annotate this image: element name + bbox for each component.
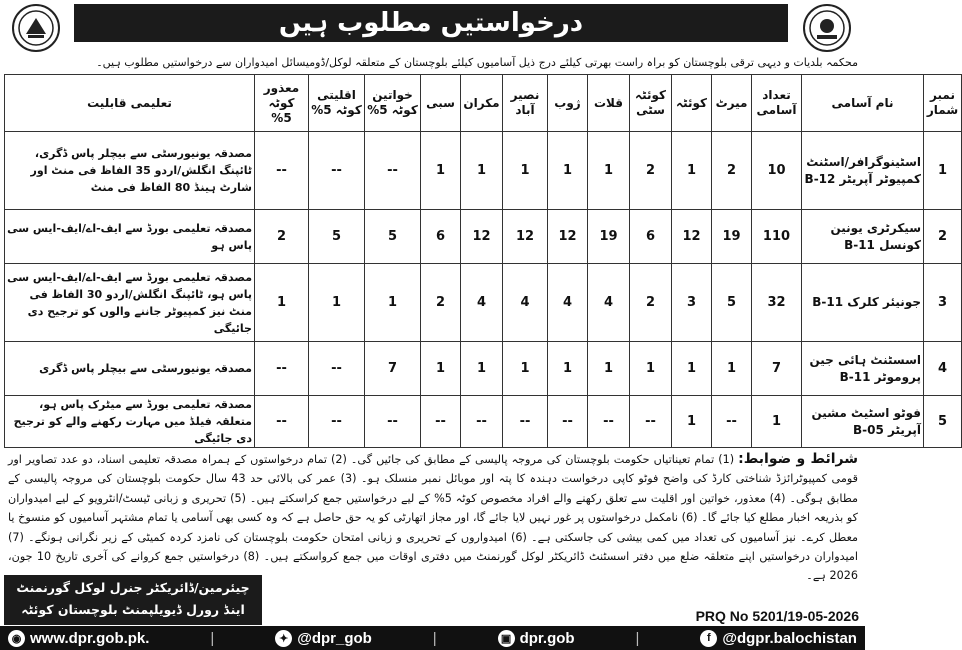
table-cell: --: [309, 342, 365, 396]
table-cell: 6: [630, 210, 672, 264]
divider: |: [635, 629, 640, 647]
footer-bar: [0, 626, 865, 650]
table-cell: 7: [752, 342, 802, 396]
table-cell: 1: [461, 132, 503, 210]
table-cell: 4: [503, 264, 548, 342]
table-header-row: [5, 75, 962, 132]
table-cell: 19: [588, 210, 630, 264]
row-number: 2: [924, 210, 962, 264]
table-cell: 1: [503, 132, 548, 210]
globe-icon: ◉: [8, 630, 25, 647]
table-cell: --: [461, 396, 503, 448]
table-cell: 4: [461, 264, 503, 342]
table-cell: 1: [461, 342, 503, 396]
table-cell: 2: [421, 264, 461, 342]
table-row: [5, 396, 962, 448]
twitter-link[interactable]: [275, 630, 372, 647]
emblem-icon: [14, 6, 58, 50]
table-cell: 1: [672, 396, 712, 448]
column-header: اقلیتی کوٹہ 5%: [309, 75, 365, 132]
table-cell: 5: [309, 210, 365, 264]
column-header: نام آسامی: [802, 75, 924, 132]
qualification-cell: مصدقہ تعلیمی بورڈ سے میٹرک پاس ہو، متعلقہ فیلڈ میں مہارت رکھنے والے کو ترجیح دی جائیگی: [5, 396, 255, 448]
qualification-cell: مصدقہ تعلیمی بورڈ سے ایف-اے/ایف-ایس سی پاس ہو، ٹائپنگ انگلش/اردو 30 الفاظ فی منٹ نیز کمپیوٹر جاننے والوں کو ترجیح دی جائیگی: [5, 264, 255, 342]
table-row: [5, 210, 962, 264]
table-cell: 12: [672, 210, 712, 264]
signature-line-1: چیئرمین/ڈائریکٹر جنرل لوکل گورنمنٹ: [16, 580, 250, 595]
table-cell: 1: [548, 132, 588, 210]
instagram-icon: ▣: [498, 630, 515, 647]
seal-icon: [805, 6, 849, 50]
table-cell: --: [421, 396, 461, 448]
table-cell: 7: [365, 342, 421, 396]
table-cell: --: [309, 396, 365, 448]
table-cell: 5: [712, 264, 752, 342]
table-cell: --: [309, 132, 365, 210]
table-cell: --: [548, 396, 588, 448]
table-cell: 1: [588, 342, 630, 396]
table-row: [5, 342, 962, 396]
table-cell: 1: [365, 264, 421, 342]
table-cell: 12: [461, 210, 503, 264]
page-title: درخواستیں مطلوب ہیں: [74, 4, 788, 42]
table-cell: 2: [630, 132, 672, 210]
table-cell: 10: [752, 132, 802, 210]
table-cell: 6: [421, 210, 461, 264]
facebook-icon: f: [700, 630, 717, 647]
website-link[interactable]: [8, 630, 149, 647]
table-row: [5, 132, 962, 210]
table-cell: --: [255, 396, 309, 448]
instagram-link[interactable]: [498, 630, 575, 647]
table-cell: --: [503, 396, 548, 448]
table-cell: 1: [630, 342, 672, 396]
facebook-link[interactable]: [700, 630, 857, 647]
row-number: 3: [924, 264, 962, 342]
table-cell: 12: [503, 210, 548, 264]
row-number: 4: [924, 342, 962, 396]
terms-heading: شرائط و ضوابط:: [738, 451, 858, 467]
signature-line-2: اینڈ رورل ڈیویلپمنٹ بلوچستان کوئٹہ: [21, 602, 245, 617]
twitter-icon: ✦: [275, 630, 292, 647]
post-name: اسسٹنٹ ہائی جین پروموٹر B-11: [802, 342, 924, 396]
website-text: www.dpr.gob.pk.: [30, 629, 150, 647]
table-cell: 2: [630, 264, 672, 342]
table-cell: 1: [503, 342, 548, 396]
table-cell: 110: [752, 210, 802, 264]
column-header: ژوب: [548, 75, 588, 132]
post-name: سیکرٹری یونین کونسل B-11: [802, 210, 924, 264]
divider: |: [432, 629, 437, 647]
column-header: کوئٹہ: [672, 75, 712, 132]
table-cell: 1: [548, 342, 588, 396]
table-row: [5, 264, 962, 342]
column-header: نصیر آباد: [503, 75, 548, 132]
table-cell: 4: [588, 264, 630, 342]
table-cell: 1: [752, 396, 802, 448]
table-cell: --: [365, 132, 421, 210]
intro-text: محکمہ بلدیات و دیہی ترقی بلوچستان کو براہ راست بھرتی کیلئے درج ذیل آسامیوں کیلئے بلوچستان کے متعلقہ لوکل/ڈومیسائل امیدواران سے درخواستیں مطلوب ہیں۔: [96, 56, 858, 69]
table-cell: --: [588, 396, 630, 448]
column-header: نمبر شمار: [924, 75, 962, 132]
table-cell: --: [365, 396, 421, 448]
table-cell: 4: [548, 264, 588, 342]
row-number: 5: [924, 396, 962, 448]
qualification-cell: مصدقہ تعلیمی بورڈ سے ایف-اے/ایف-ایس سی پاس ہو: [5, 210, 255, 264]
column-header: قلات: [588, 75, 630, 132]
dgpr-logo: [803, 4, 851, 52]
table-cell: 1: [255, 264, 309, 342]
qualification-cell: مصدقہ یونیورسٹی سے بیچلر پاس ڈگری، ٹائپنگ انگلش/اردو 35 الفاظ فی منٹ اور شارٹ ہینڈ 80 الفاظ فی منٹ: [5, 132, 255, 210]
post-name: فوٹو اسٹیٹ مشین آپریٹر B-05: [802, 396, 924, 448]
column-header: تعلیمی قابلیت: [5, 75, 255, 132]
column-header: مکران: [461, 75, 503, 132]
table-cell: 1: [672, 132, 712, 210]
header: [0, 0, 865, 56]
post-name: اسٹینوگرافر/اسٹنٹ کمپیوٹر آپریٹر B-12: [802, 132, 924, 210]
balochistan-emblem-logo: [12, 4, 60, 52]
column-header: خواتین کوٹہ 5%: [365, 75, 421, 132]
table-cell: 12: [548, 210, 588, 264]
post-name: جونیئر کلرک B-11: [802, 264, 924, 342]
divider: |: [210, 629, 215, 647]
table-cell: 1: [309, 264, 365, 342]
prq-number: PRQ No 5201/19-05-2026: [695, 608, 859, 624]
table-cell: 5: [365, 210, 421, 264]
signature-block: [4, 575, 262, 625]
column-header: سبی: [421, 75, 461, 132]
table-cell: --: [255, 342, 309, 396]
instagram-text: dpr.gob: [519, 629, 575, 647]
qualification-cell: مصدقہ یونیورسٹی سے بیچلر پاس ڈگری: [5, 342, 255, 396]
terms-body: (1) تمام تعیناتیاں حکومت بلوچستان کی مروجہ پالیسی کے مطابق کی جائیں گی۔ (2) تمام درخواستوں کے ہمراہ مصدقہ تعلیمی اسناد، دو عدد تصاویر اور قومی کمپیوٹرائزڈ شناختی کارڈ کی واضح فوٹو کاپی درخواست دہندہ کا پتہ اور موبائل نمبر منسلک ہو۔ (3) عمر کی بالائی حد 43 سال حکومت بلوچستان کی مروجہ پالیسی کے مطابق ہوگی۔ (4) معذور، خواتین اور اقلیت سے تعلق رکھنے والے افراد مخصوص کوٹہ 5% کے لیے درخواستیں جمع کراسکتے ہیں۔ (5) تحریری و زبانی ٹیسٹ/انٹرویو کے لیے امیدواران کو بذریعہ اخبار مطلع کیا جائے گا۔ (6) نامکمل درخواستوں پر غور نہیں لایا جائے گا، اور مجاز اتھارٹی کو یہ حق حاصل ہے کہ وہ کسی بھی آسامی یا تمام مشتہر آسامیوں کو منسوخ یا معطل کرے۔ نیز آسامیوں کی تعداد میں کمی بیشی کی جاسکتی ہے۔ (6) امیدواروں کے تحریری و زبانی امتحان حکومت بلوچستان کی نامزد کردہ کمیٹی کے زیر نگرانی ہونگے۔ (7) امیدواران درخواستیں اپنے متعلقہ ضلع میں دفتر اسسٹنٹ ڈائریکٹر لوکل گورنمنٹ میں دفتری اوقات میں جمع کرواسکتے ہیں۔ (8) درخواستیں جمع کروانے کی آخری تاریخ 10 جون، 2026 ہے۔: [8, 453, 858, 583]
table-cell: 1: [588, 132, 630, 210]
twitter-text: @dpr_gob: [297, 629, 372, 647]
table-cell: --: [630, 396, 672, 448]
table-cell: --: [255, 132, 309, 210]
table-cell: 32: [752, 264, 802, 342]
row-number: 1: [924, 132, 962, 210]
column-header: کوئٹہ سٹی: [630, 75, 672, 132]
vacancies-table: [4, 74, 962, 448]
facebook-text: @dgpr.balochistan: [722, 629, 857, 647]
table-cell: 1: [421, 132, 461, 210]
table-cell: 2: [255, 210, 309, 264]
column-header: میرٹ: [712, 75, 752, 132]
table-cell: 2: [712, 132, 752, 210]
table-cell: --: [712, 396, 752, 448]
table-cell: 19: [712, 210, 752, 264]
table-cell: 3: [672, 264, 712, 342]
table-cell: 1: [712, 342, 752, 396]
table-cell: 1: [421, 342, 461, 396]
column-header: تعداد آسامی: [752, 75, 802, 132]
table-cell: 1: [672, 342, 712, 396]
column-header: معذور کوٹہ 5%: [255, 75, 309, 132]
